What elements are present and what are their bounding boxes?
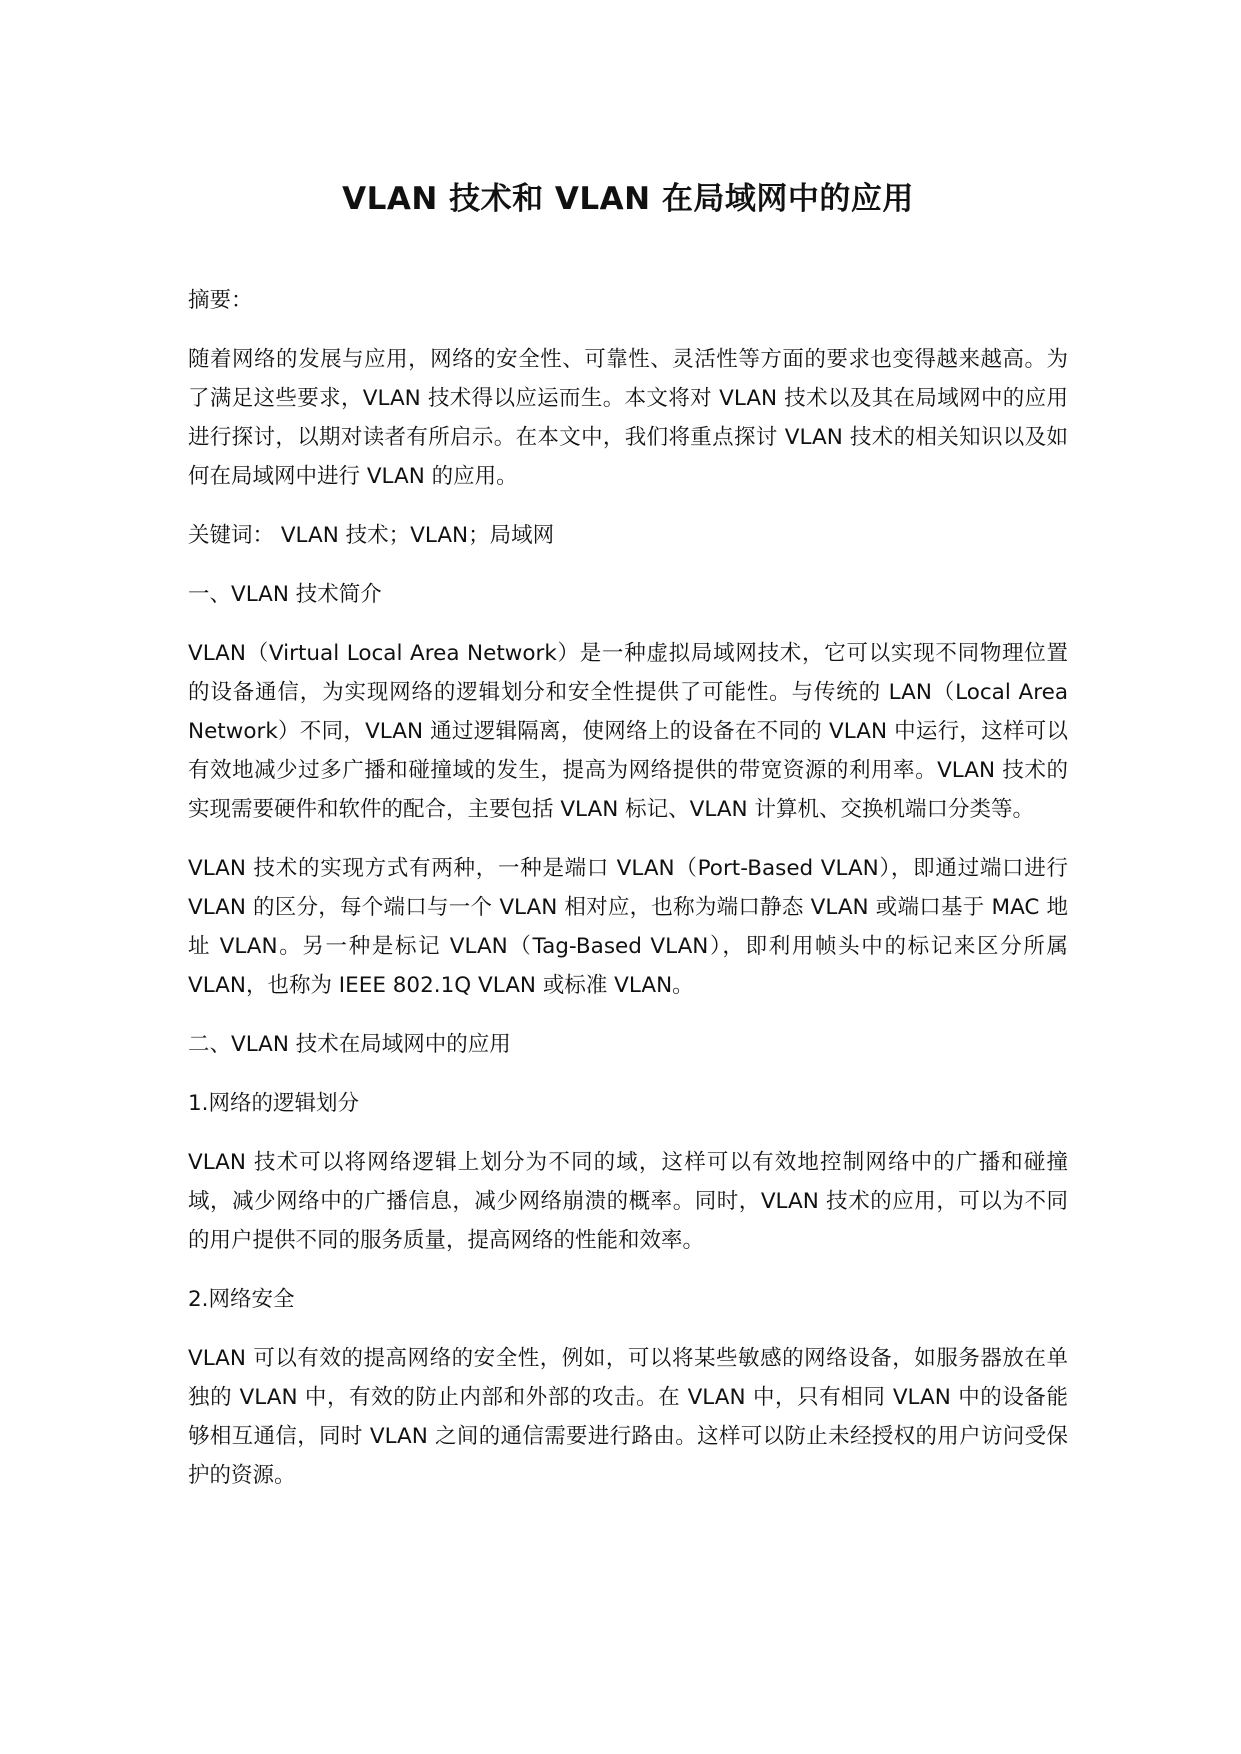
- abstract-paragraph: 随着网络的发展与应用，网络的安全性、可靠性、灵活性等方面的要求也变得越来越高。为了满足这些要求，VLAN 技术得以应运而生。本文将对 VLAN 技术以及其在局域网中的应用进行探讨，以期对读者有所启示。在本文中，我们将重点探讨 VLAN 技术的相关知识以及如何在局域网中进行 VLAN 的应用。: [188, 347, 1068, 489]
- abstract-label: 摘要：: [188, 288, 253, 313]
- document-body: [188, 281, 1068, 1515]
- section1-paragraph-1: VLAN（Virtual Local Area Network）是一种虚拟局域网技术，它可以实现不同物理位置的设备通信，为实现网络的逻辑划分和安全性提供了可能性。与传统的 LAN（Local Area Network）不同，VLAN 通过逻辑隔离，使网络上的设备在不同的 VLAN 中运行，这样可以有效地减少过多广播和碰撞域的发生，提高为网络提供的带宽资源的利用率。VLAN 技术的实现需要硬件和软件的配合，主要包括 VLAN 标记、VLAN 计算机、交换机端口分类等。: [188, 641, 1068, 822]
- section1-paragraph-2: VLAN 技术的实现方式有两种，一种是端口 VLAN（Port-Based VLAN），即通过端口进行 VLAN 的区分，每个端口与一个 VLAN 相对应，也称为端口静态 VLAN 或端口基于 MAC 地址 VLAN。另一种是标记 VLAN（Tag-Based VLAN），即利用帧头中的标记来区分所属 VLAN，也称为 IEEE 802.1Q VLAN 或标准 VLAN。: [188, 856, 1068, 998]
- subsection2-paragraph: VLAN 可以有效的提高网络的安全性，例如，可以将某些敏感的网络设备，如服务器放在单独的 VLAN 中，有效的防止内部和外部的攻击。在 VLAN 中，只有相同 VLAN 中的设备能够相互通信，同时 VLAN 之间的通信需要进行路由。这样可以防止未经授权的用户访问受保护的资源。: [188, 1346, 1068, 1488]
- document-title: VLAN 技术和 VLAN 在局域网中的应用: [342, 181, 914, 217]
- section-heading-1: 一、VLAN 技术简介: [188, 582, 382, 607]
- subsection-heading-1: 1.网络的逻辑划分: [188, 1091, 360, 1116]
- section-heading-2: 二、VLAN 技术在局域网中的应用: [188, 1032, 511, 1057]
- subsection-heading-2: 2.网络安全: [188, 1287, 295, 1312]
- keywords-line: 关键词： VLAN 技术；VLAN；局域网: [188, 523, 555, 548]
- subsection1-paragraph: VLAN 技术可以将网络逻辑上划分为不同的域，这样可以有效地控制网络中的广播和碰撞域，减少网络中的广播信息，减少网络崩溃的概率。同时，VLAN 技术的应用，可以为不同的用户提供不同的服务质量，提高网络的性能和效率。: [188, 1150, 1068, 1253]
